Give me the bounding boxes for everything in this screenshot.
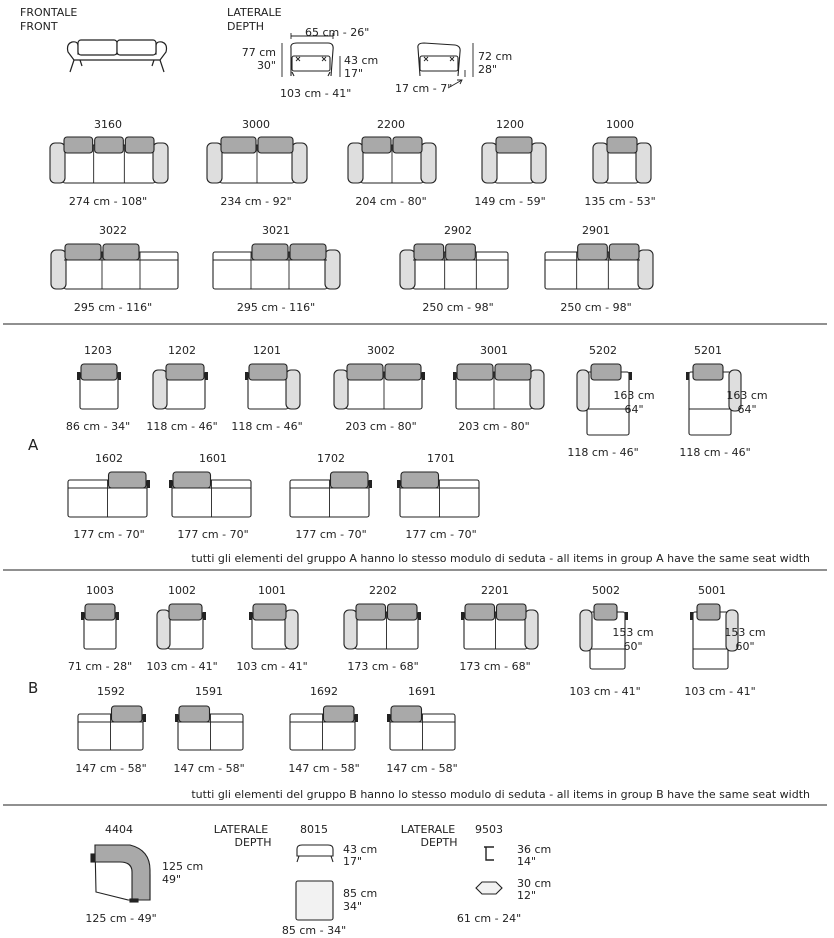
corner-side-dim-1: 125 cm <box>162 860 204 873</box>
module-dimension: 149 cm - 59" <box>474 195 546 208</box>
dim-back-label-2: 28" <box>478 63 498 76</box>
module-code: 1592 <box>97 685 125 698</box>
module-dimension: 177 cm - 70" <box>177 528 249 541</box>
module-code: 3022 <box>99 224 127 237</box>
module-code: 5201 <box>694 344 722 357</box>
chaise-depth: 60" <box>735 640 755 653</box>
module-dimension: 118 cm - 46" <box>567 446 639 459</box>
pouf-depth-1: 85 cm <box>343 887 378 900</box>
module-code: 1000 <box>606 118 634 131</box>
module-dimension: 86 cm - 34" <box>65 420 131 433</box>
module-dimension: 204 cm - 80" <box>355 195 427 208</box>
side-label-en: DEPTH <box>227 20 265 33</box>
table-depth-2: 12" <box>517 889 537 902</box>
table-height-1: 36 cm <box>517 843 552 856</box>
module-dimension: 147 cm - 58" <box>288 762 360 775</box>
module-dimension: 203 cm - 80" <box>458 420 530 433</box>
module-code: 2901 <box>582 224 610 237</box>
module-code: 5001 <box>698 584 726 597</box>
module-code: 1002 <box>168 584 196 597</box>
module-dimension: 147 cm - 58" <box>386 762 458 775</box>
module-code: 1691 <box>408 685 436 698</box>
module-dimension: 274 cm - 108" <box>68 195 148 208</box>
corner-side-dim-2: 49" <box>162 873 182 886</box>
module-code: 3002 <box>367 344 395 357</box>
module-code: 2200 <box>377 118 405 131</box>
group-b-label: B <box>28 679 39 697</box>
module-dimension: 295 cm - 116" <box>73 301 153 314</box>
module-dimension: 103 cm - 41" <box>146 660 218 673</box>
module-dimension: 147 cm - 58" <box>173 762 245 775</box>
module-dimension: 103 cm - 41" <box>569 685 641 698</box>
module-code: 1602 <box>95 452 123 465</box>
module-code: 3160 <box>94 118 122 131</box>
table-code: 9503 <box>475 823 503 836</box>
chaise-depth: 64" <box>624 403 644 416</box>
module-dimension: 177 cm - 70" <box>405 528 477 541</box>
module-code: 1201 <box>253 344 281 357</box>
chaise-depth: 64" <box>737 403 757 416</box>
module-code: 3000 <box>242 118 270 131</box>
group-a-note: tutti gli elementi del gruppo A hanno lo stesso modulo di seduta - all items in group A have the same seat width <box>191 552 810 565</box>
chaise-depth: 163 cm <box>613 389 655 402</box>
table-side <box>484 847 494 860</box>
module-code: 1200 <box>496 118 524 131</box>
table-top <box>476 882 502 894</box>
module-code: 5202 <box>589 344 617 357</box>
chaise-depth: 153 cm <box>612 626 654 639</box>
module-dimension: 250 cm - 98" <box>560 301 632 314</box>
module-dimension: 71 cm - 28" <box>67 660 133 673</box>
module-code: 1591 <box>195 685 223 698</box>
side-label-it: LATERALE <box>227 6 282 19</box>
module-code: 1702 <box>317 452 345 465</box>
corner-module <box>91 845 150 902</box>
module-dimension: 118 cm - 46" <box>679 446 751 459</box>
pouf-height-1: 43 cm <box>343 843 378 856</box>
module-code: 2202 <box>369 584 397 597</box>
corner-code: 4404 <box>105 823 133 836</box>
dim-seat-label-1: 43 cm <box>344 54 379 67</box>
module-dimension: 250 cm - 98" <box>422 301 494 314</box>
dim-width-label: 65 cm - 26" <box>305 26 370 39</box>
module-code: 1203 <box>84 344 112 357</box>
chaise-depth: 60" <box>623 640 643 653</box>
module-code: 3001 <box>480 344 508 357</box>
group-a-label: A <box>28 436 39 454</box>
module-dimension: 177 cm - 70" <box>73 528 145 541</box>
pouf-side-label-en: DEPTH <box>234 836 272 849</box>
dim-depth-label: 103 cm - 41" <box>280 87 352 100</box>
module-dimension: 177 cm - 70" <box>295 528 367 541</box>
table-side-label-en: DEPTH <box>420 836 458 849</box>
pouf-side-label-it: LATERALE <box>213 823 269 836</box>
module-code: 2201 <box>481 584 509 597</box>
module-dimension: 118 cm - 46" <box>231 420 303 433</box>
module-code: 2902 <box>444 224 472 237</box>
front-label-it: FRONTALE <box>20 6 78 19</box>
pouf-depth-2: 34" <box>343 900 363 913</box>
table-side-label-it: LATERALE <box>400 823 456 836</box>
module-dimension: 118 cm - 46" <box>146 420 218 433</box>
table-depth-1: 30 cm <box>517 877 552 890</box>
module-code: 1202 <box>168 344 196 357</box>
dim-height-label-2: 30" <box>256 59 276 72</box>
chaise-depth: 153 cm <box>724 626 766 639</box>
module-code: 5002 <box>592 584 620 597</box>
module-code: 1701 <box>427 452 455 465</box>
module-code: 1692 <box>310 685 338 698</box>
module-dimension: 135 cm - 53" <box>584 195 656 208</box>
module-dimension: 173 cm - 68" <box>459 660 531 673</box>
module-code: 1601 <box>199 452 227 465</box>
table-height-2: 14" <box>517 855 537 868</box>
pouf-code: 8015 <box>300 823 328 836</box>
module-dimension: 103 cm - 41" <box>236 660 308 673</box>
group-b-note: tutti gli elementi del gruppo B hanno lo stesso modulo di seduta - all items in group B have the same seat width <box>191 788 810 801</box>
chaise-depth: 163 cm <box>726 389 768 402</box>
pouf-height-2: 17" <box>343 855 363 868</box>
pouf-dim: 85 cm - 34" <box>281 924 347 937</box>
dim-height-label-1: 77 cm <box>241 46 276 59</box>
module-code: 3021 <box>262 224 290 237</box>
pouf-side <box>297 845 333 862</box>
table-dim: 61 cm - 24" <box>456 912 522 925</box>
dim-back-label-1: 72 cm <box>478 50 513 63</box>
dim-seat-label-2: 17" <box>344 67 364 80</box>
module-code: 1001 <box>258 584 286 597</box>
dim-recline-label: 17 cm - 7" <box>395 82 453 95</box>
pouf-top <box>296 881 333 920</box>
module-code: 1003 <box>86 584 114 597</box>
module-dimension: 234 cm - 92" <box>220 195 292 208</box>
module-dimension: 147 cm - 58" <box>75 762 147 775</box>
module-dimension: 203 cm - 80" <box>345 420 417 433</box>
front-label-en: FRONT <box>20 20 58 33</box>
module-dimension: 173 cm - 68" <box>347 660 419 673</box>
module-dimension: 295 cm - 116" <box>236 301 316 314</box>
corner-dim: 125 cm - 49" <box>85 912 157 925</box>
module-dimension: 103 cm - 41" <box>684 685 756 698</box>
